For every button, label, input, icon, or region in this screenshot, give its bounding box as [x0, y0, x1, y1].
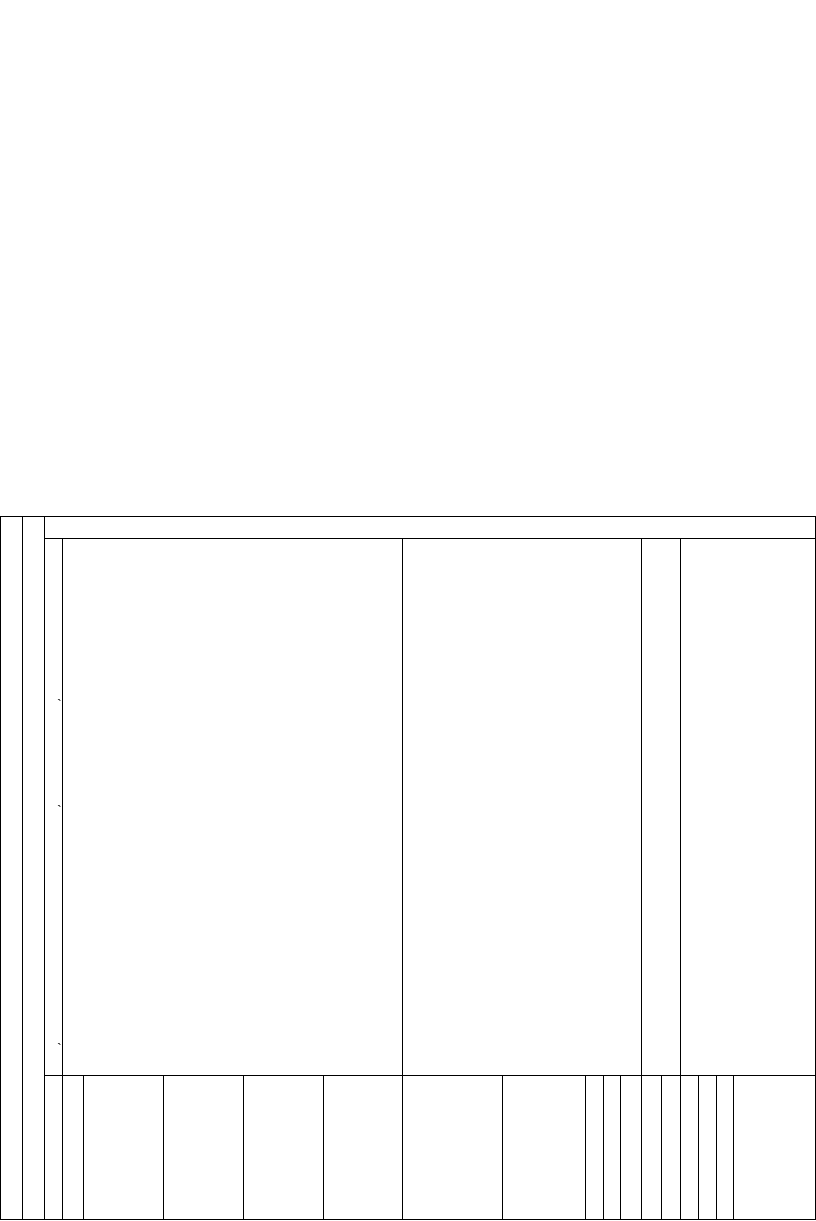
table-rule: [698, 1075, 699, 1220]
table-rule: [603, 1075, 604, 1220]
table-border-bottom: [0, 1219, 816, 1220]
table-rule: [502, 1075, 503, 1220]
column-name-header: [23, 516, 44, 1219]
table-rule: [620, 1075, 621, 1220]
terms-header: [45, 517, 815, 539]
table-border-left: [0, 516, 1, 1220]
table-rule: [83, 1075, 84, 1220]
curriculum-table: [0, 516, 816, 1221]
column-mark: ˏ: [57, 793, 62, 808]
table-rule: [585, 1075, 586, 1220]
group-header-post-secondary: [642, 541, 680, 1075]
table-rule: [716, 1075, 717, 1220]
table-rule: [402, 538, 403, 1220]
column-number-header: [1, 516, 22, 606]
table-rule: [733, 1075, 734, 1220]
table-rule: [323, 1075, 324, 1220]
column-mark: ˏ: [57, 1031, 62, 1046]
table-rule: [243, 1075, 244, 1220]
table-rule: [62, 538, 63, 1220]
table-rule: [680, 538, 681, 1220]
column-mark: ˏ: [57, 687, 62, 702]
table-rule: [661, 1075, 662, 1220]
table-rule-durations: [44, 1075, 816, 1076]
table-rule: [44, 516, 45, 1220]
table-rule: [163, 1075, 164, 1220]
